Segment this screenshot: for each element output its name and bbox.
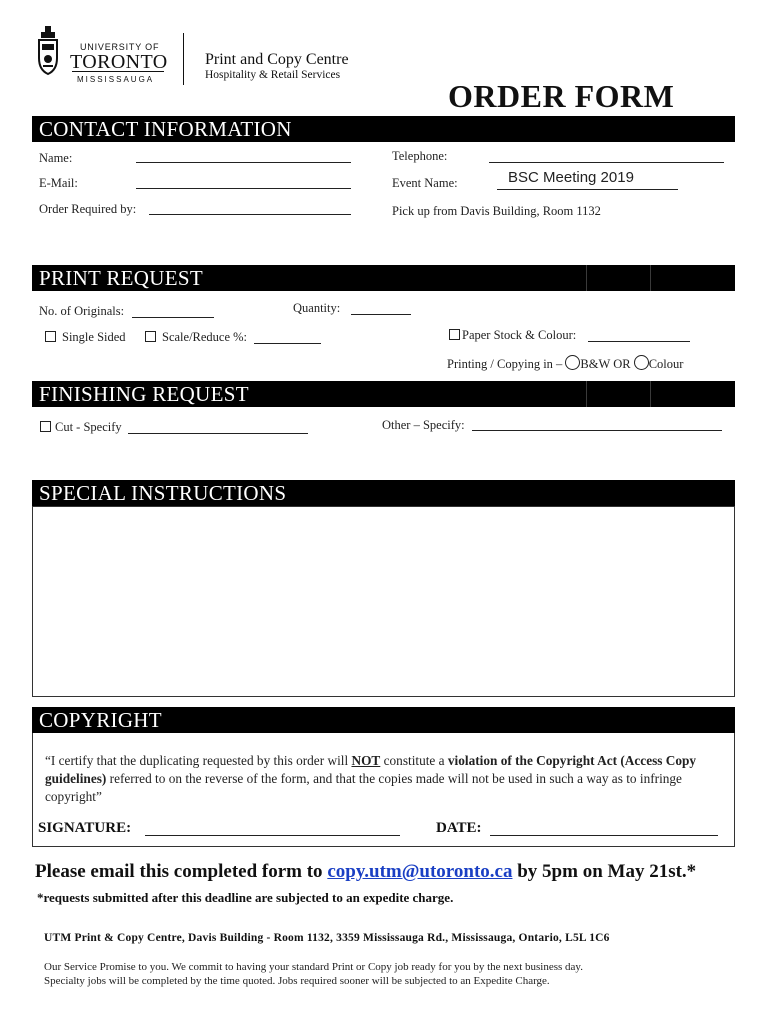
copyright-not: NOT <box>351 753 381 768</box>
bar-divider <box>586 381 587 407</box>
email-instruction <box>35 861 696 883</box>
promise-line-2: Specialty jobs will be completed by the time quoted. Jobs required sooner will be subjected to an Expedite Charge. <box>44 975 550 987</box>
cut-option[interactable] <box>40 420 122 435</box>
or-label: OR <box>613 357 631 371</box>
print-heading: PRINT REQUEST <box>39 266 203 290</box>
other-label: Other – Specify: <box>382 418 465 432</box>
colour-radio-icon[interactable] <box>634 355 649 370</box>
expedite-note: *requests submitted after this deadline are subjected to an expedite charge. <box>37 890 454 905</box>
pickup-text: Pick up from Davis Building, Room 1132 <box>392 204 601 218</box>
finishing-heading: FINISHING REQUEST <box>39 382 249 406</box>
contact-section-header <box>32 116 735 142</box>
email-instruction-post: by 5pm on May 21st.* <box>512 861 697 882</box>
originals-label: No. of Originals: <box>39 304 125 318</box>
quantity-label: Quantity: <box>293 301 341 315</box>
scale-option[interactable] <box>145 330 247 345</box>
single-sided-label: Single Sided <box>62 330 126 344</box>
scale-label: Scale/Reduce %: <box>162 330 248 344</box>
quantity-field[interactable] <box>351 314 411 315</box>
cut-field[interactable] <box>128 433 308 434</box>
name-label: Name: <box>39 151 73 165</box>
print-section-header <box>32 265 735 291</box>
printing-row <box>447 355 683 372</box>
finishing-section-header <box>32 381 735 407</box>
special-instructions-textarea[interactable] <box>32 506 735 697</box>
promise-line-1: Our Service Promise to you. We commit to having your standard Print or Copy job ready for you by the next business day. <box>44 961 583 973</box>
bar-divider <box>586 265 587 291</box>
copyright-statement <box>45 752 720 806</box>
order-required-label: Order Required by: <box>39 202 137 216</box>
name-field[interactable] <box>136 162 351 163</box>
bw-radio-icon[interactable] <box>565 355 580 370</box>
event-name-field[interactable]: BSC Meeting 2019 <box>508 169 634 186</box>
header-divider <box>183 33 184 85</box>
checkbox-icon[interactable] <box>40 421 51 432</box>
paper-stock-option[interactable] <box>449 328 576 343</box>
bar-divider <box>650 265 651 291</box>
crest-icon <box>36 26 60 80</box>
bar-divider <box>650 381 651 407</box>
university-line3: MISSISSAUGA <box>77 75 155 84</box>
copyright-text-3: referred to on the reverse of the form, and that the copies made will not be used in such a way as to infringe copyright” <box>45 771 682 804</box>
checkbox-icon[interactable] <box>449 329 460 340</box>
signature-label: SIGNATURE: <box>38 820 132 836</box>
centre-title: Print and Copy Centre <box>205 51 349 68</box>
single-sided-option[interactable] <box>45 330 126 345</box>
copyright-text-2: constitute a <box>380 753 448 768</box>
copyright-section-header <box>32 707 735 733</box>
university-line2: TORONTO <box>70 51 168 73</box>
paper-stock-label: Paper Stock & Colour: <box>462 328 577 342</box>
bw-label: B&W <box>580 357 611 371</box>
university-logo <box>36 26 186 86</box>
telephone-field[interactable] <box>489 162 724 163</box>
date-field[interactable] <box>490 835 718 836</box>
email-instruction-pre: Please email this completed form to <box>35 861 328 882</box>
form-title: ORDER FORM <box>448 78 675 114</box>
special-section-header <box>32 480 735 506</box>
date-label: DATE: <box>436 820 482 836</box>
printing-label: Printing / Copying in – <box>447 357 563 371</box>
centre-subtitle: Hospitality & Retail Services <box>205 69 341 81</box>
copyright-text-1: “I certify that the duplicating requested by this order will <box>45 753 352 768</box>
other-field[interactable] <box>472 430 722 431</box>
contact-heading: CONTACT INFORMATION <box>39 117 292 141</box>
colour-label: Colour <box>648 357 684 371</box>
copyright-heading: COPYRIGHT <box>39 708 162 732</box>
originals-field[interactable] <box>132 317 214 318</box>
email-field[interactable] <box>136 188 351 189</box>
checkbox-icon[interactable] <box>45 331 56 342</box>
university-line1: UNIVERSITY OF <box>80 42 160 52</box>
special-heading: SPECIAL INSTRUCTIONS <box>39 481 287 505</box>
logo-divider <box>72 71 164 72</box>
email-link[interactable]: copy.utm@utoronto.ca <box>327 861 513 882</box>
paper-stock-field[interactable] <box>588 341 690 342</box>
signature-field[interactable] <box>145 835 400 836</box>
event-name-label: Event Name: <box>392 176 458 190</box>
order-required-field[interactable] <box>149 214 351 215</box>
event-name-underline <box>497 189 678 190</box>
checkbox-icon[interactable] <box>145 331 156 342</box>
scale-field[interactable] <box>254 343 321 344</box>
telephone-label: Telephone: <box>392 149 448 163</box>
address-line: UTM Print & Copy Centre, Davis Building - Room 1132, 3359 Mississauga Rd., Mississauga, Ontario, L5L 1C6 <box>44 932 610 944</box>
cut-label: Cut - Specify <box>55 420 122 434</box>
copyright-violation: violation of the Copyright Act (Access Copy guidelines) <box>45 753 697 786</box>
email-label: E-Mail: <box>39 176 78 190</box>
